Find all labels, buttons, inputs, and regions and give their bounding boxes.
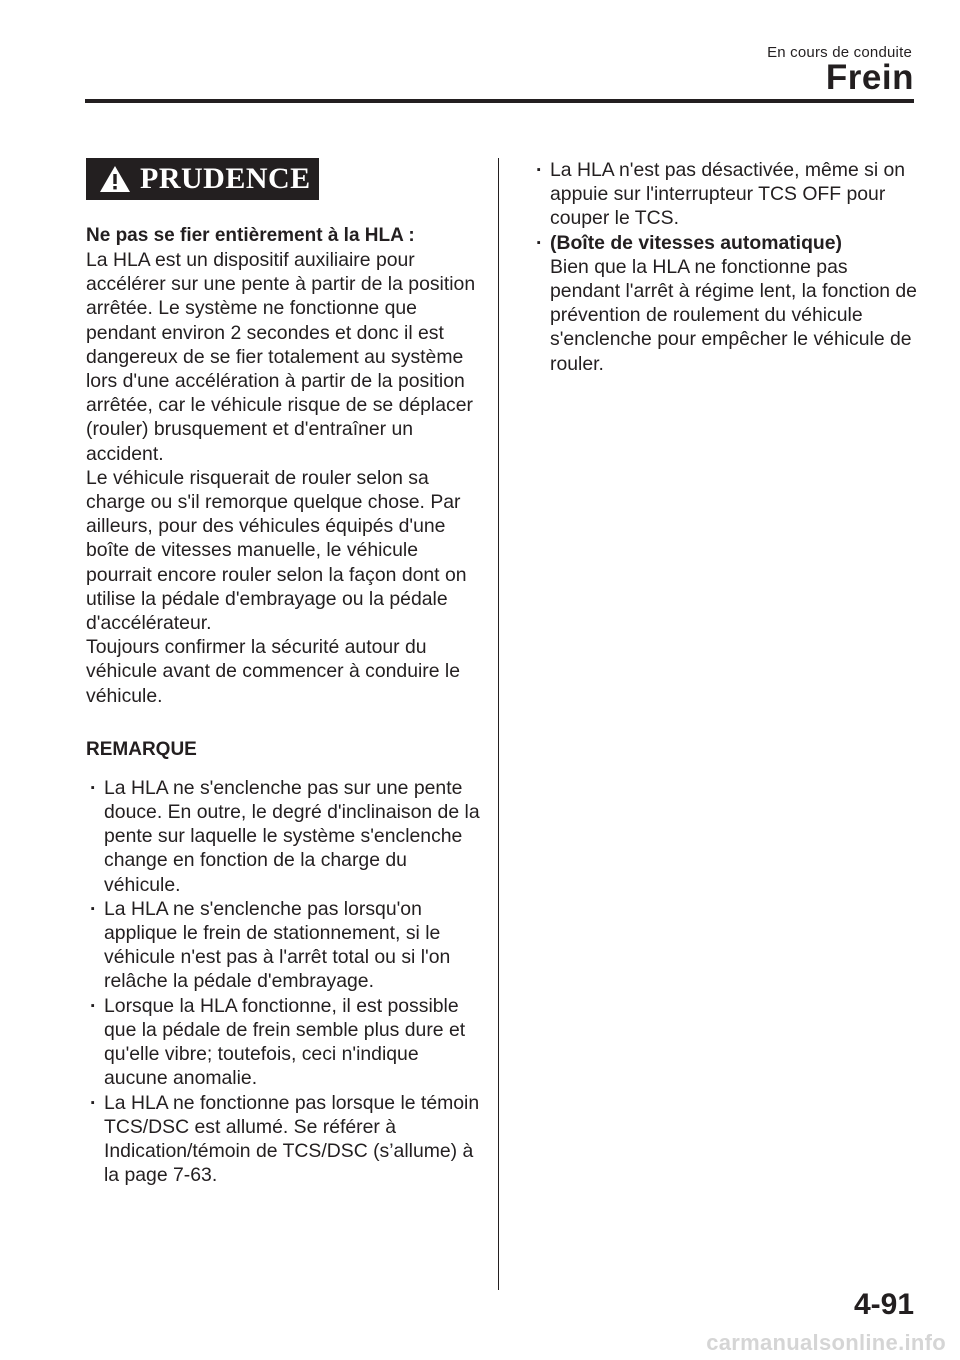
note-item-condition: (Boîte de vitesses automatique) [550, 231, 843, 254]
caution-body [86, 248, 486, 708]
note-item [532, 158, 922, 231]
section-title: En cours de conduite [767, 44, 912, 61]
caution-label: PRUDENCE [140, 162, 311, 195]
caution-badge [86, 158, 319, 200]
note-item [532, 231, 922, 376]
caution-heading: Ne pas se fier entièrement à la HLA : [86, 225, 415, 246]
caution-paragraph: La HLA est un dispositif auxiliaire pour accélérer sur une pente à partir de la position arrêtée. Le système ne fonctionne que pendant environ 2 secondes et donc il est dangereux de se fier totalement au système lors d'une accélération à partir de la position arrêtée, car le véhicule risque de se déplacer (rouler) brusquement et d'entraîner un accident. [86, 249, 476, 465]
note-list-continued [532, 158, 922, 376]
page-number: 4-91 [853, 1288, 914, 1321]
header-rule [85, 99, 914, 103]
note-item-text: Bien que la HLA ne fonctionne pas pendant l'arrêt à régime lent, la fonction de prévention de roulement du véhicule s'enclenche pour empêcher le véhicule de rouler. [550, 255, 917, 375]
note-item: · La HLA ne s'enclenche pas lorsqu'on applique le frein de stationnement, si le véhicule n'est pas à l'arrêt total ou si l'on relâche la pédale d'embrayage. [86, 897, 486, 994]
right-column [532, 158, 922, 376]
note-list [86, 776, 486, 1187]
note-item-text: La HLA n'est pas désactivée, même si on appuie sur l'interrupteur TCS OFF pour couper le TCS. [550, 159, 906, 230]
caution-paragraph: Toujours confirmer la sécurité autour du véhicule avant de commencer à conduire le véhicule. [86, 636, 461, 707]
note-item: · La HLA ne s'enclenche pas sur une pente douce. En outre, le degré d'inclinaison de la pente sur laquelle le système s'enclenche change en fonction de la charge du véhicule. [86, 776, 486, 897]
warning-triangle-icon [98, 164, 132, 194]
column-divider [498, 158, 499, 1290]
page-title: Frein [825, 58, 914, 97]
note-item: · La HLA ne fonctionne pas lorsque le témoin TCS/DSC est allumé. Se référer à Indication/témoin de TCS/DSC (s’allume) à la page 7-63. [86, 1091, 486, 1188]
note-item: · Lorsque la HLA fonctionne, il est possible que la pédale de frein semble plus dure et qu'elle vibre; toutefois, ceci n'indique aucune anomalie. [86, 994, 486, 1091]
note-title: REMARQUE [86, 738, 197, 760]
caution-paragraph: Le véhicule risquerait de rouler selon sa charge ou s'il remorque quelque chose. Par ailleurs, pour des véhicules équipés d'une boîte de vitesses manuelle, le véhicule pourrait encore rouler selon la façon dont on utilise la pédale d'embrayage ou la pédale d'accélérateur. [86, 466, 467, 635]
watermark: carmanualsonline.info [706, 1330, 946, 1355]
left-column [86, 158, 486, 1187]
